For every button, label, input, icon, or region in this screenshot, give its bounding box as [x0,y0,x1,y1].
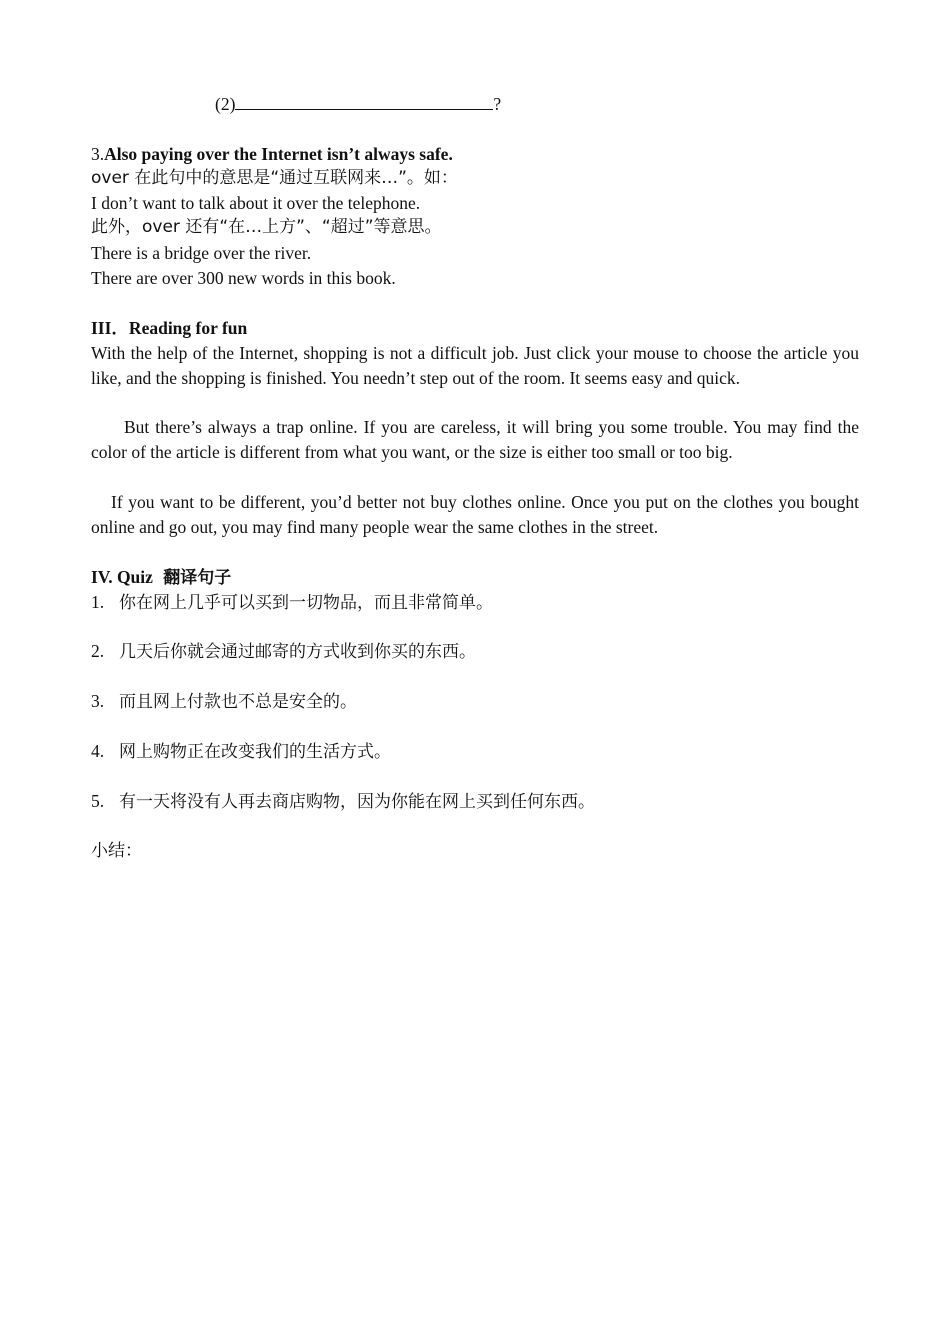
note-3-example-3: There are over 300 new words in this book. [91,268,396,288]
quiz-item [91,789,595,814]
summary-label: 小结： [91,841,142,861]
quiz-heading [91,565,231,590]
quiz-item-number: 4. [91,741,105,761]
answer-line-2 [215,92,501,116]
question-mark: ? [493,94,502,114]
quiz-item-text: 而且网上付款也不总是安全的。 [119,692,357,712]
quiz-item [91,689,357,714]
reading-paragraph-3: If you want to be different, you’d better not buy clothes online. Once you put on the clothes you bought online and go out, you may find many people wear the same clothes in the street. [91,492,859,537]
quiz-item-number: 1. [91,592,105,612]
quiz-item [91,639,476,664]
quiz-item [91,739,391,764]
note-3-sentence [91,142,453,166]
note-key-sentence: Also paying over the Internet isn’t always safe. [104,144,453,164]
reading-paragraph-1: With the help of the Internet, shopping is not a difficult job. Just click your mouse to choose the article you like, and the shopping is finished. You needn’t step out of the room. It seems easy and quick. [91,343,859,388]
note-3-example-1: I don’t want to talk about it over the telephone. [91,193,421,213]
note-3-example-2: There is a bridge over the river. [91,243,312,263]
quiz-item-number: 2. [91,641,105,661]
quiz-item-text: 有一天将没有人再去商店购物，因为你能在网上买到任何东西。 [119,792,595,812]
quiz-heading-cn: 翻译句子 [163,568,232,588]
quiz-heading-en: IV. Quiz [91,567,153,587]
quiz-item-text: 网上购物正在改变我们的生活方式。 [119,742,391,762]
quiz-item-number: 3. [91,691,105,711]
note-number: 3. [91,144,105,164]
reading-paragraph-2: But there’s always a trap online. If you are careless, it will bring you some trouble. You may find the color of the article is different from what you want, or the size is either too small or too big. [91,417,859,462]
quiz-item-number: 5. [91,791,105,811]
note-3-explanation: over 在此句中的意思是“通过互联网来…”。如： [91,168,458,188]
quiz-item-text: 你在网上几乎可以买到一切物品，而且非常简单。 [119,593,493,613]
quiz-item [91,590,493,615]
quiz-item-text: 几天后你就会通过邮寄的方式收到你买的东西。 [119,642,476,662]
answer-blank [235,93,493,110]
note-3-explanation-2: 此外，over 还有“在…上方”、“超过”等意思。 [91,217,442,237]
answer-label: (2) [215,94,236,114]
reading-heading: III．Reading for fun [91,318,248,338]
